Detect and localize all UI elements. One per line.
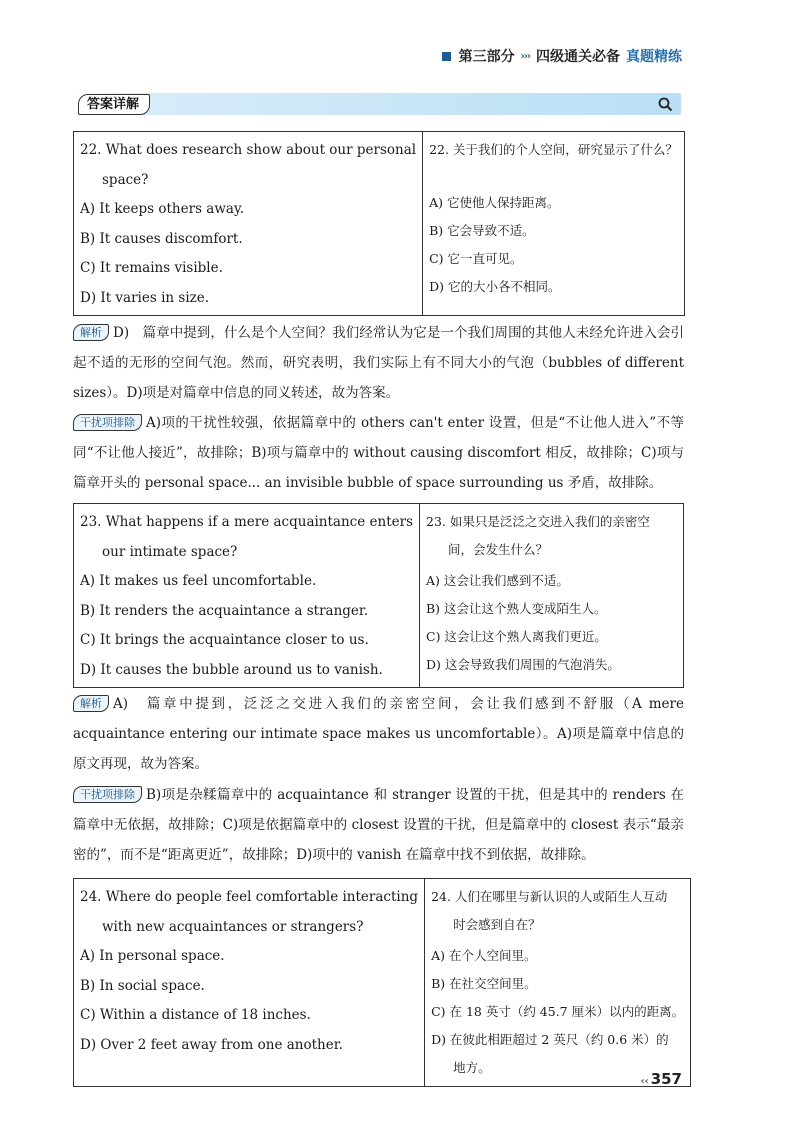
square-icon	[442, 52, 451, 61]
distractor-22: 干扰项排除 A)项的干扰性较强，依据篇章中的 others can't enter 设置，但是“不让他人进入”不等同“不让他人接近”，故排除；B)项与篇章中的 without causing discomfort 相反，故排除；C)项与篇章开头的 personal space... an invisible bubble of space surrounding us 矛盾，故排除。	[73, 415, 684, 491]
answer-banner	[73, 93, 681, 115]
page-number: ‹‹ 357	[640, 1070, 682, 1088]
question-22-chinese: 22. 关于我们的个人空间，研究显示了什么？ A) 它使他人保持距离。 B) 它会导致不适。 C) 它一直可见。 D) 它的大小各不相同。	[423, 132, 685, 316]
analysis-22: 解析 D) 篇章中提到，什么是个人空间？我们经常认为它是一个我们周围的其他人未经允许进入会引起不适的无形的空间气泡。然而，研究表明，我们实际上有不同大小的气泡（bubbles of different sizes）。D)项是对篇章中信息的同义转述，故为答案。	[73, 325, 684, 401]
distractor-tag: 干扰项排除	[73, 786, 142, 803]
analysis-tag: 解析	[73, 324, 109, 341]
question-23-english: 23. What happens if a mere acquaintance enters our intimate space? A) It makes us feel uncomfortable. B) It renders the acquaintance a stranger. C) It brings the acquaintance closer to us. D) It causes the bubble around us to vanish.	[74, 504, 420, 688]
question-22-english: 22. What does research show about our personal space? A) It keeps others away. B) It causes discomfort. C) It remains visible. D) It varies in size.	[74, 132, 423, 316]
running-header	[442, 46, 682, 66]
analysis-tag: 解析	[73, 695, 109, 712]
part-label: 第三部分	[458, 49, 515, 65]
question-24-table	[73, 878, 691, 1087]
distractor-23: 干扰项排除 B)项是杂糅篇章中的 acquaintance 和 stranger 设置的干扰，但是其中的 renders 在篇章中无依据，故排除；C)项是依据篇章中的 closest 设置的干扰，但是篇章中的 closest 表示“最亲密的”，而不是“距离更近”，故排除；D)项中的 vanish 在篇章中找不到依据，故排除。	[73, 787, 684, 863]
question-24-chinese: 24. 人们在哪里与新认识的人或陌生人互动 时会感到自在？ A) 在个人空间里。 B) 在社交空间里。 C) 在 18 英寸（约 45.7 厘米）以内的距离。 D) 在彼此相距超过 2 英尺（约 0.6 米）的 地方。	[425, 879, 691, 1087]
question-23-chinese: 23. 如果只是泛泛之交进入我们的亲密空 间，会发生什么？ A) 这会让我们感到不适。 B) 这会让这个熟人变成陌生人。 C) 这会让这个熟人离我们更近。 D) 这会导致我们周围的气泡消失。	[420, 504, 684, 688]
question-23-table	[73, 503, 684, 688]
question-24-english: 24. Where do people feel comfortable interacting with new acquaintances or strangers? A) In personal space. B) In social space. C) Within a distance of 18 inches. D) Over 2 feet away from one another.	[74, 879, 425, 1087]
analysis-23: 解析 A) 篇章中提到，泛泛之交进入我们的亲密空间，会让我们感到不舒服（A mere acquaintance entering our intimate space makes us uncomfortable）。A)项是篇章中信息的原文再现，故为答案。	[73, 696, 684, 772]
banner-label: 答案详解	[78, 94, 150, 115]
search-icon	[658, 97, 673, 112]
section-title: 四级通关必备	[536, 49, 620, 65]
section-title-highlight: 真题精练	[626, 49, 682, 65]
question-22-table	[73, 131, 685, 316]
arrows-icon: ›››	[520, 50, 530, 62]
page-arrows-icon: ‹‹	[640, 1076, 649, 1087]
distractor-tag: 干扰项排除	[73, 414, 142, 431]
